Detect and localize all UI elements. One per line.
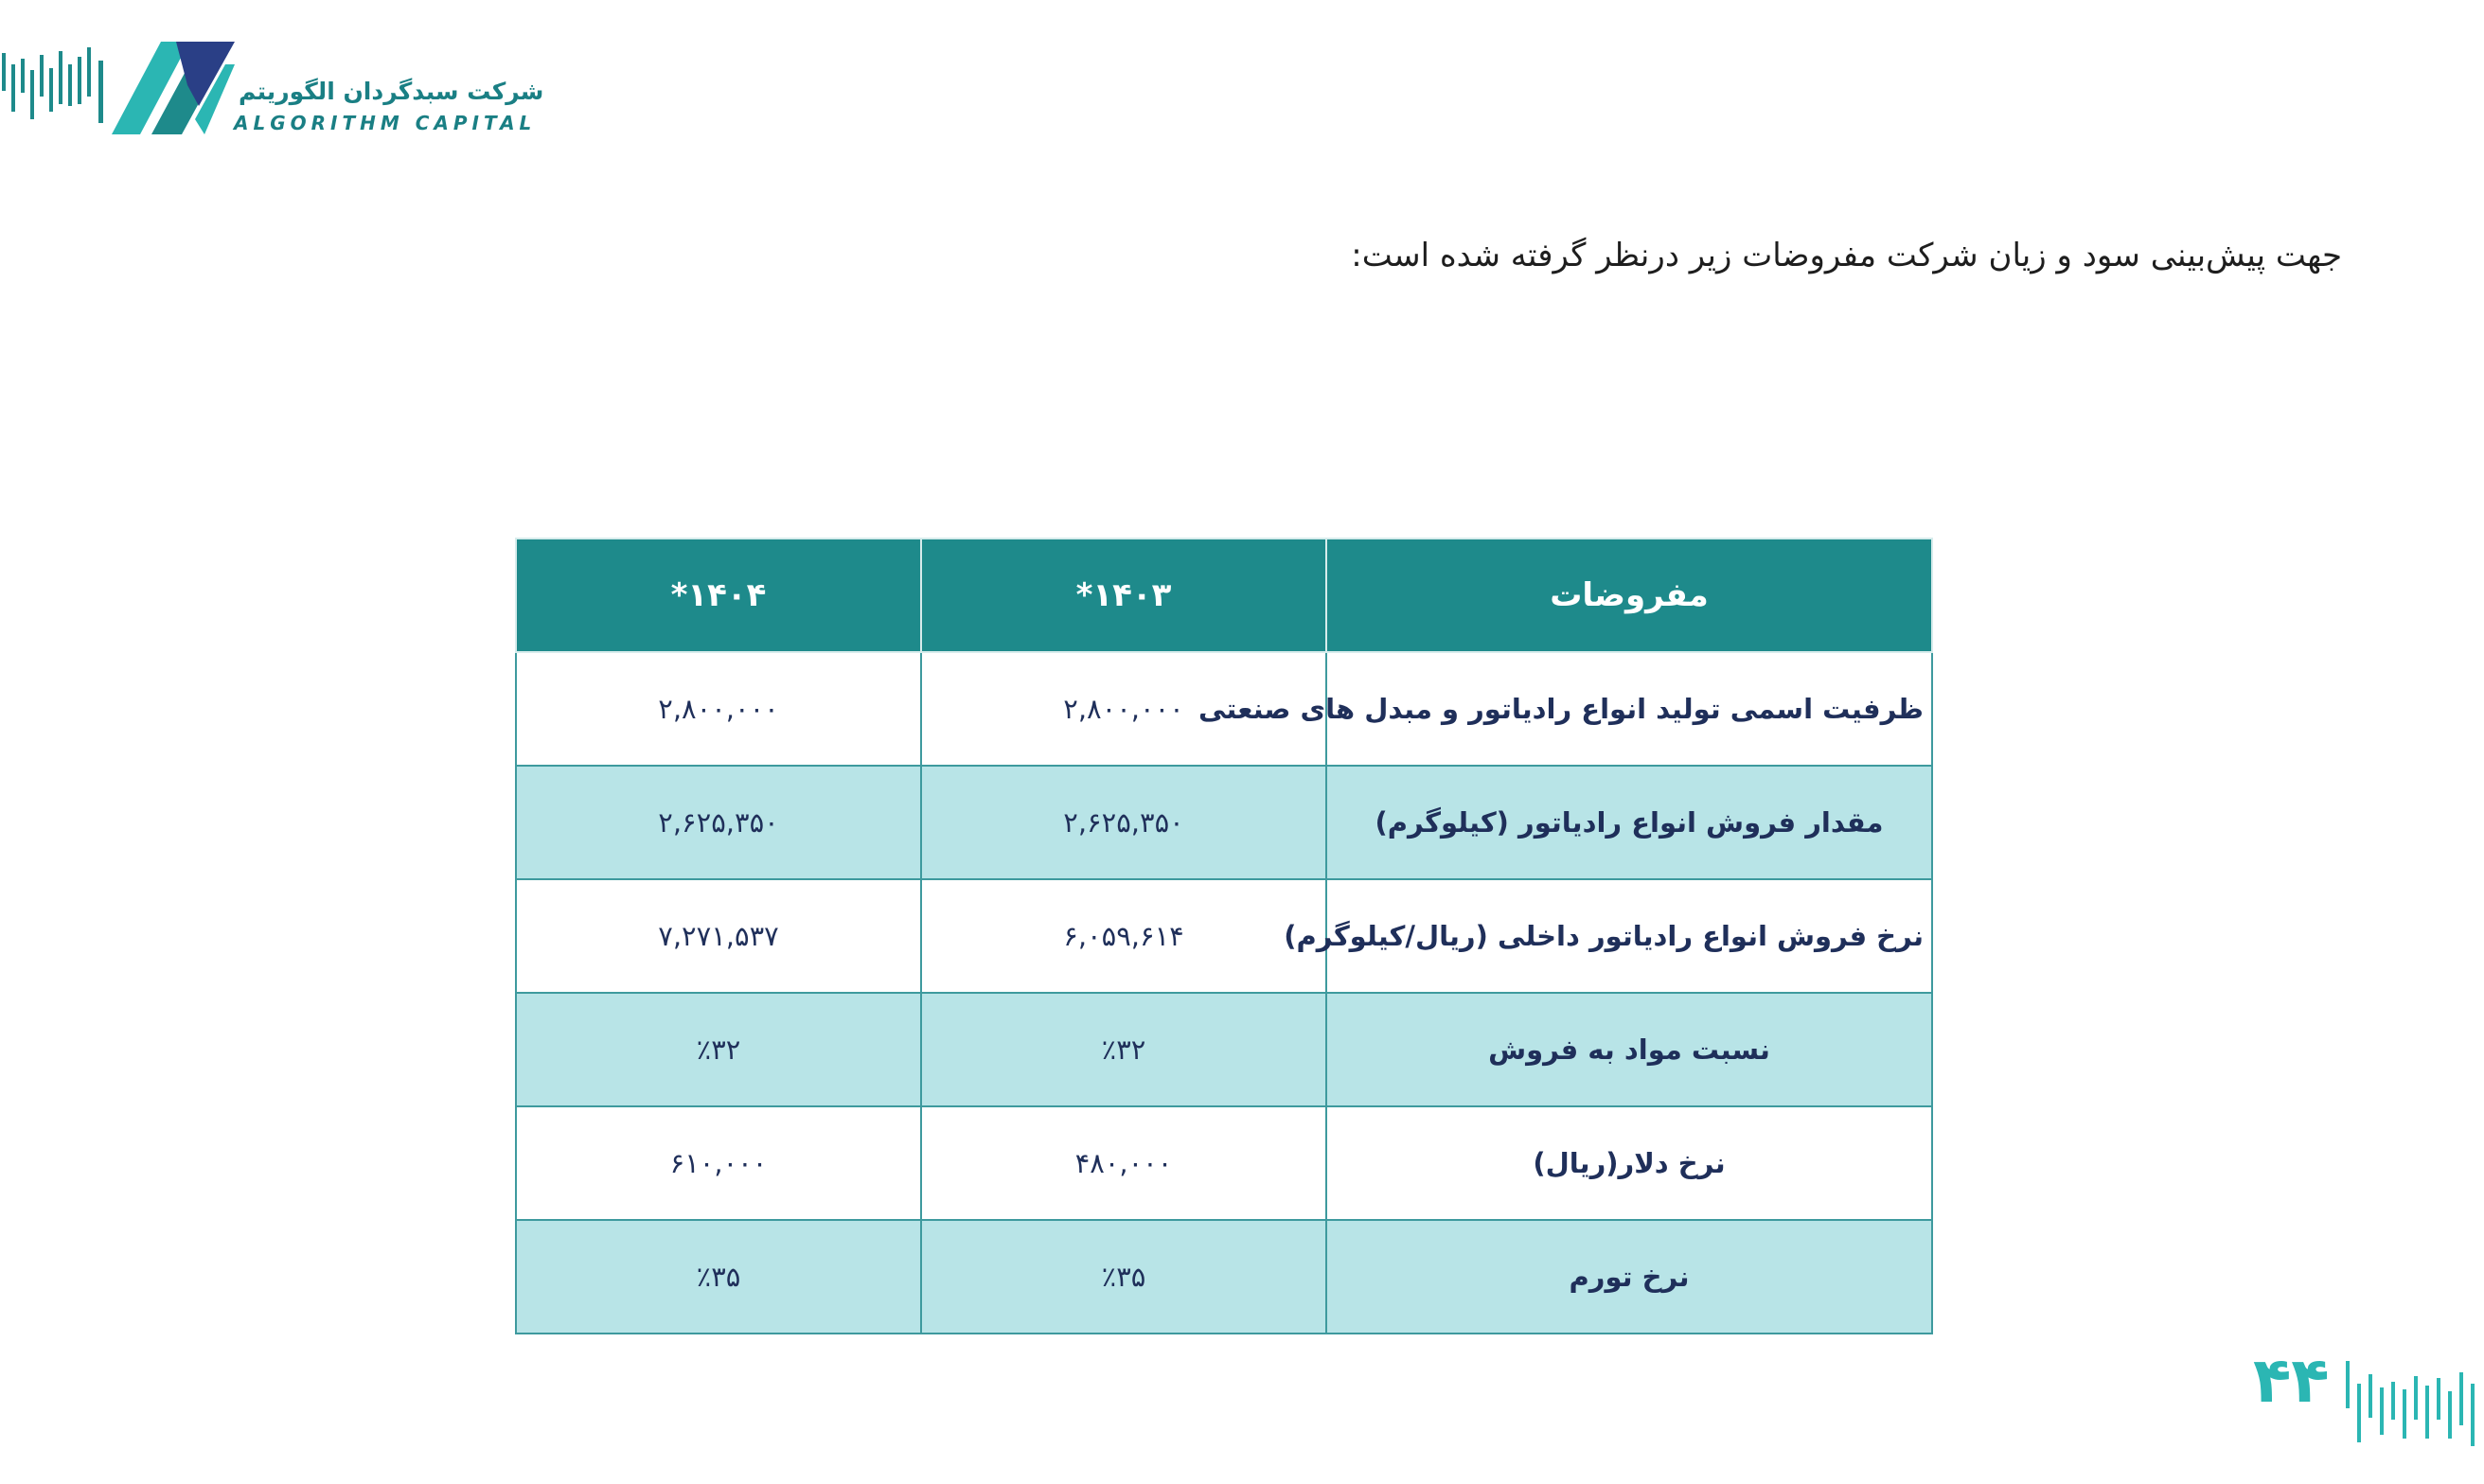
cell-1404: ۶۱۰,۰۰۰ (516, 1106, 921, 1220)
table-row (516, 879, 1932, 993)
cell-1404: ٪۳۲ (516, 993, 921, 1106)
cell-1403: ٪۳۵ (921, 1220, 1326, 1334)
row-label: نسبت مواد به فروش (1326, 993, 1932, 1106)
logo-name-en: ALGORITHM CAPITAL (234, 112, 537, 134)
header-1404: ۱۴۰۴* (516, 539, 921, 652)
page-number: ۴۴ (2253, 1344, 2330, 1417)
row-label: نرخ دلار(ریال) (1326, 1106, 1932, 1220)
row-label: مقدار فروش انواع رادیاتور (کیلوگرم) (1326, 766, 1932, 879)
cell-1403: ۶,۰۵۹,۶۱۴ (921, 879, 1326, 993)
header-1403: ۱۴۰۳* (921, 539, 1326, 652)
company-logo (0, 36, 544, 140)
cell-1404: ٪۳۵ (516, 1220, 921, 1334)
cell-1403: ۴۸۰,۰۰۰ (921, 1106, 1326, 1220)
table-row (516, 766, 1932, 879)
assumptions-table (515, 538, 1933, 1334)
intro-text: جهت پیش‌بینی سود و زیان شرکت مفروضات زیر درنظر گرفته شده است: (1351, 237, 2342, 274)
table-row (516, 1106, 1932, 1220)
row-label: نرخ تورم (1326, 1220, 1932, 1334)
footer-bars-icon (2342, 1355, 2484, 1450)
logo-mark-icon (0, 36, 237, 140)
header-assumptions: مفروضات (1326, 539, 1932, 652)
cell-1403: ۲,۸۰۰,۰۰۰ (921, 652, 1326, 766)
table-header-row (516, 539, 1932, 652)
row-label: نرخ فروش انواع رادیاتور داخلی (ریال/کیلوگرم) (1326, 879, 1932, 993)
cell-1404: ۷,۲۷۱,۵۳۷ (516, 879, 921, 993)
table-row (516, 652, 1932, 766)
row-label: ظرفیت اسمی تولید انواع رادیاتور و مبدل های صنعتی (1326, 652, 1932, 766)
cell-1404: ۲,۶۲۵,۳۵۰ (516, 766, 921, 879)
logo-name-fa: شرکت سبدگردان الگوریتم (239, 78, 544, 105)
cell-1404: ۲,۸۰۰,۰۰۰ (516, 652, 921, 766)
cell-1403: ٪۳۲ (921, 993, 1326, 1106)
cell-1403: ۲,۶۲۵,۳۵۰ (921, 766, 1326, 879)
table-row (516, 1220, 1932, 1334)
table-row (516, 993, 1932, 1106)
